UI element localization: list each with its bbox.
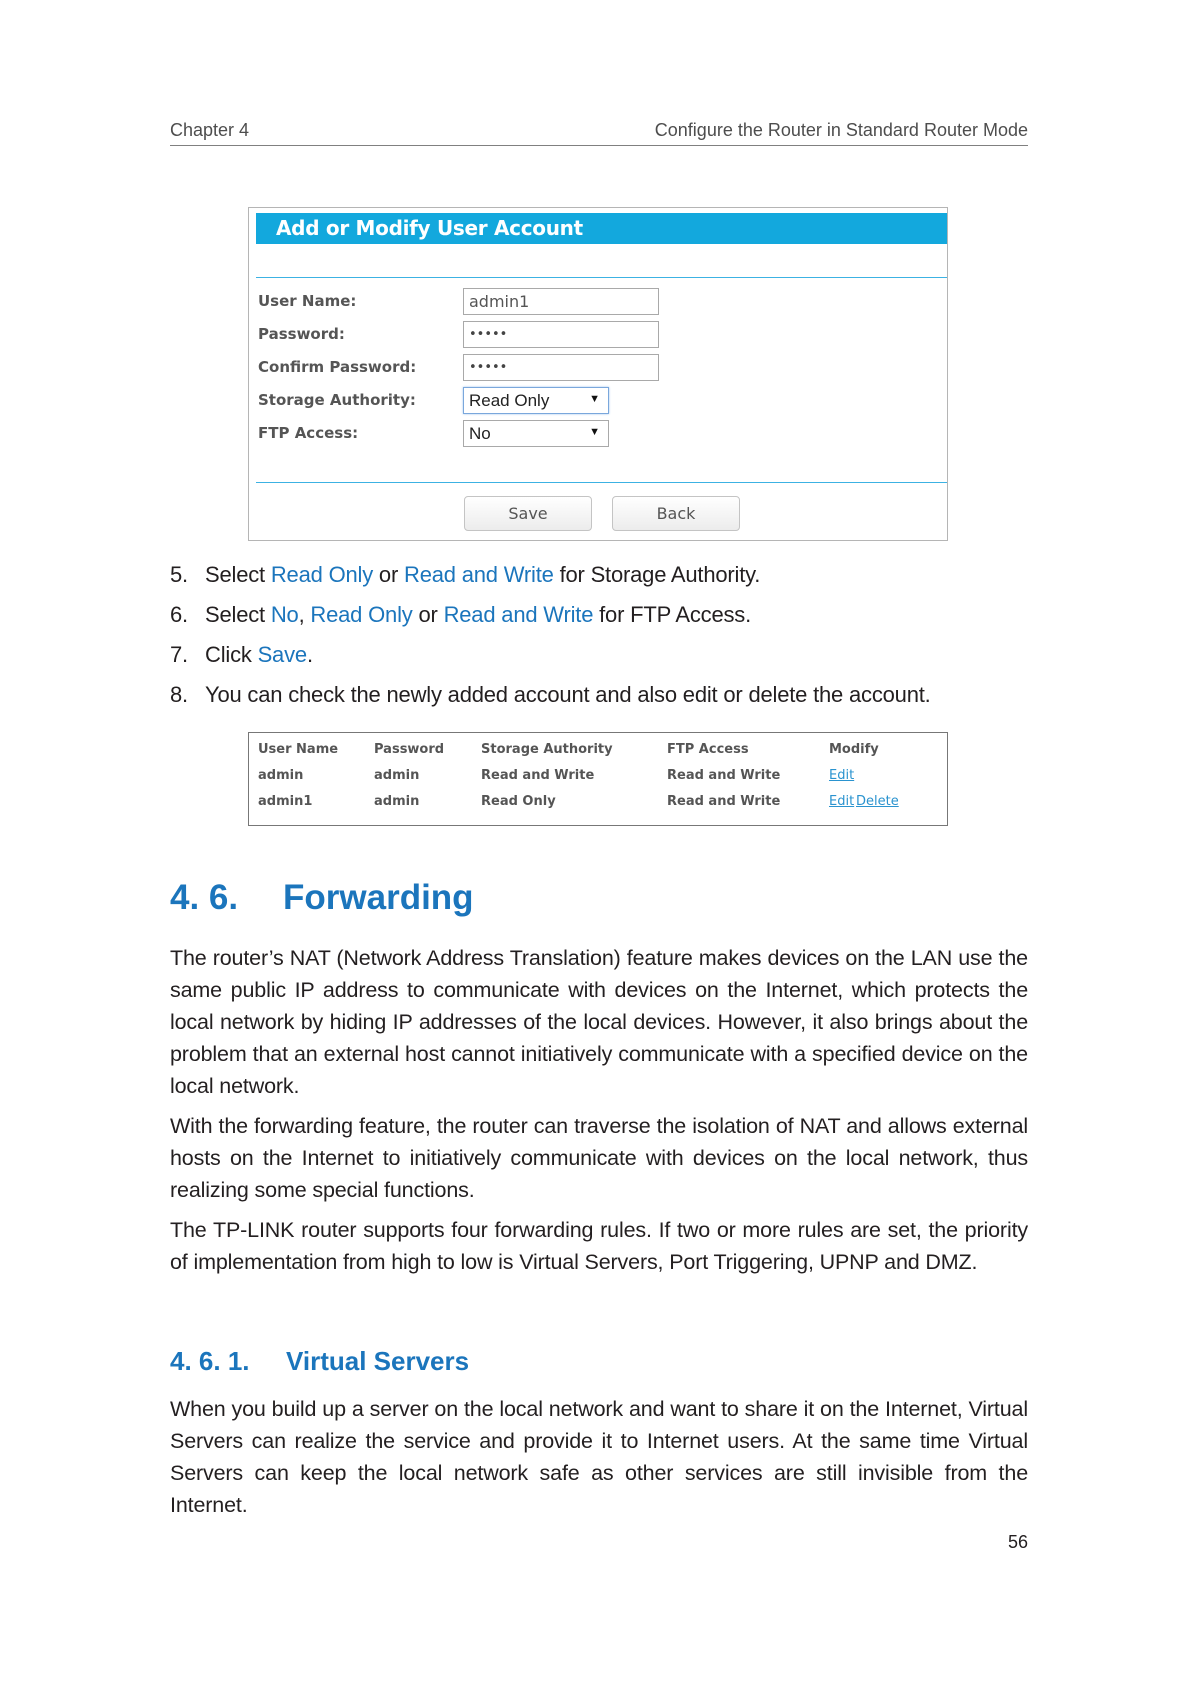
- section-number: 4. 6.: [170, 878, 239, 917]
- user-name-label: User Name:: [258, 292, 357, 310]
- page-header: [170, 118, 1028, 146]
- highlight-read-only: Read Only: [310, 602, 413, 627]
- storage-authority-row: [258, 387, 938, 415]
- highlight-save: Save: [257, 642, 307, 667]
- storage-authority-value: Read Only: [469, 391, 550, 410]
- storage-authority-select[interactable]: [463, 387, 609, 414]
- step-5: 5. Select Read Only or Read and Write for Storage Authority.: [170, 562, 761, 587]
- table-row-2-password: admin: [374, 794, 420, 809]
- running-section-title: Configure the Router in Standard Router Mode: [654, 120, 1028, 140]
- highlight-read-and-write: Read and Write: [443, 602, 594, 627]
- paragraph-forwarding-feature: With the forwarding feature, the router can traverse the isolation of NAT and allows external hosts on the Internet to initiatively communicate with devices on the local network, thus realizing some special functions.: [170, 1114, 1028, 1202]
- column-header-modify: Modify: [829, 742, 879, 757]
- column-header-user-name: User Name: [258, 742, 339, 757]
- password-label: Password:: [258, 325, 345, 343]
- step-7: 7. Click Save.: [170, 642, 313, 667]
- column-header-storage-authority: Storage Authority: [481, 742, 613, 757]
- edit-link[interactable]: Edit: [829, 768, 855, 783]
- table-row-2-ftp: Read and Write: [667, 794, 781, 809]
- confirm-password-input[interactable]: •••••: [463, 354, 659, 381]
- page-number: 56: [1007, 1532, 1028, 1552]
- ftp-access-label: FTP Access:: [258, 424, 359, 442]
- confirm-password-label: Confirm Password:: [258, 358, 417, 376]
- subsection-heading-virtual-servers: [170, 1346, 470, 1377]
- paragraph-virtual-servers: When you build up a server on the local network and want to share it on the Internet, Virtual Servers can realize the service and provide it to Internet users. At the same time Virtual Servers can keep the local network safe as other services are still invisible from the Internet.: [170, 1397, 1028, 1517]
- form-divider: [256, 277, 947, 278]
- table-row-1-storage: Read and Write: [481, 768, 595, 783]
- chevron-down-icon: ▼: [589, 393, 600, 405]
- user-name-row: [258, 288, 938, 316]
- section-heading-forwarding: [170, 878, 474, 918]
- table-row-2-user: admin1: [258, 794, 313, 809]
- instruction-steps: [170, 560, 931, 720]
- storage-authority-label: Storage Authority:: [258, 391, 416, 409]
- section-title: Forwarding: [283, 878, 474, 917]
- column-header-ftp-access: FTP Access: [667, 742, 749, 757]
- chevron-down-icon: ▼: [589, 426, 600, 438]
- paragraph-nat: The router’s NAT (Network Address Translation) feature makes devices on the LAN use the same public IP address to communicate with devices on the Internet, which protects the local network by hiding IP addresses of the local devices. However, it also brings about the problem that an external host cannot initiatively communicate with a specified device on the local network.: [170, 946, 1028, 1098]
- table-row-1-password: admin: [374, 768, 420, 783]
- form-title: Add or Modify User Account: [256, 213, 947, 244]
- table-row-1-ftp: Read and Write: [667, 768, 781, 783]
- user-name-input[interactable]: admin1: [463, 288, 659, 315]
- ftp-access-select[interactable]: [463, 420, 609, 447]
- highlight-no: No: [270, 602, 299, 627]
- paragraph-forwarding-rules: The TP-LINK router supports four forwarding rules. If two or more rules are set, the priority of implementation from high to low is Virtual Servers, Port Triggering, UPNP and DMZ.: [170, 1218, 1028, 1274]
- password-input[interactable]: •••••: [463, 321, 659, 348]
- subsection-number: 4. 6. 1.: [170, 1346, 250, 1376]
- highlight-read-and-write: Read and Write: [404, 562, 554, 587]
- accounts-table: [248, 732, 948, 826]
- step-6: 6. Select No, Read Only or Read and Write for FTP Access.: [170, 602, 752, 627]
- edit-link[interactable]: Edit: [829, 794, 855, 809]
- ftp-access-value: No: [469, 424, 491, 443]
- step-8: 8. You can check the newly added account and also edit or delete the account.: [170, 682, 931, 707]
- confirm-password-row: [258, 354, 938, 382]
- highlight-read-only: Read Only: [270, 562, 374, 587]
- back-button[interactable]: Back: [612, 496, 740, 531]
- save-button[interactable]: Save: [464, 496, 592, 531]
- column-header-password: Password: [374, 742, 445, 757]
- password-row: [258, 321, 938, 349]
- ftp-access-row: [258, 420, 938, 448]
- table-row-2-storage: Read Only: [481, 794, 556, 809]
- chapter-label: Chapter 4: [170, 120, 250, 140]
- subsection-title: Virtual Servers: [286, 1346, 470, 1376]
- add-modify-user-account-form: [248, 207, 948, 541]
- table-row-1-user: admin: [258, 768, 304, 783]
- form-divider-bottom: [256, 482, 947, 483]
- delete-link[interactable]: Delete: [856, 794, 899, 809]
